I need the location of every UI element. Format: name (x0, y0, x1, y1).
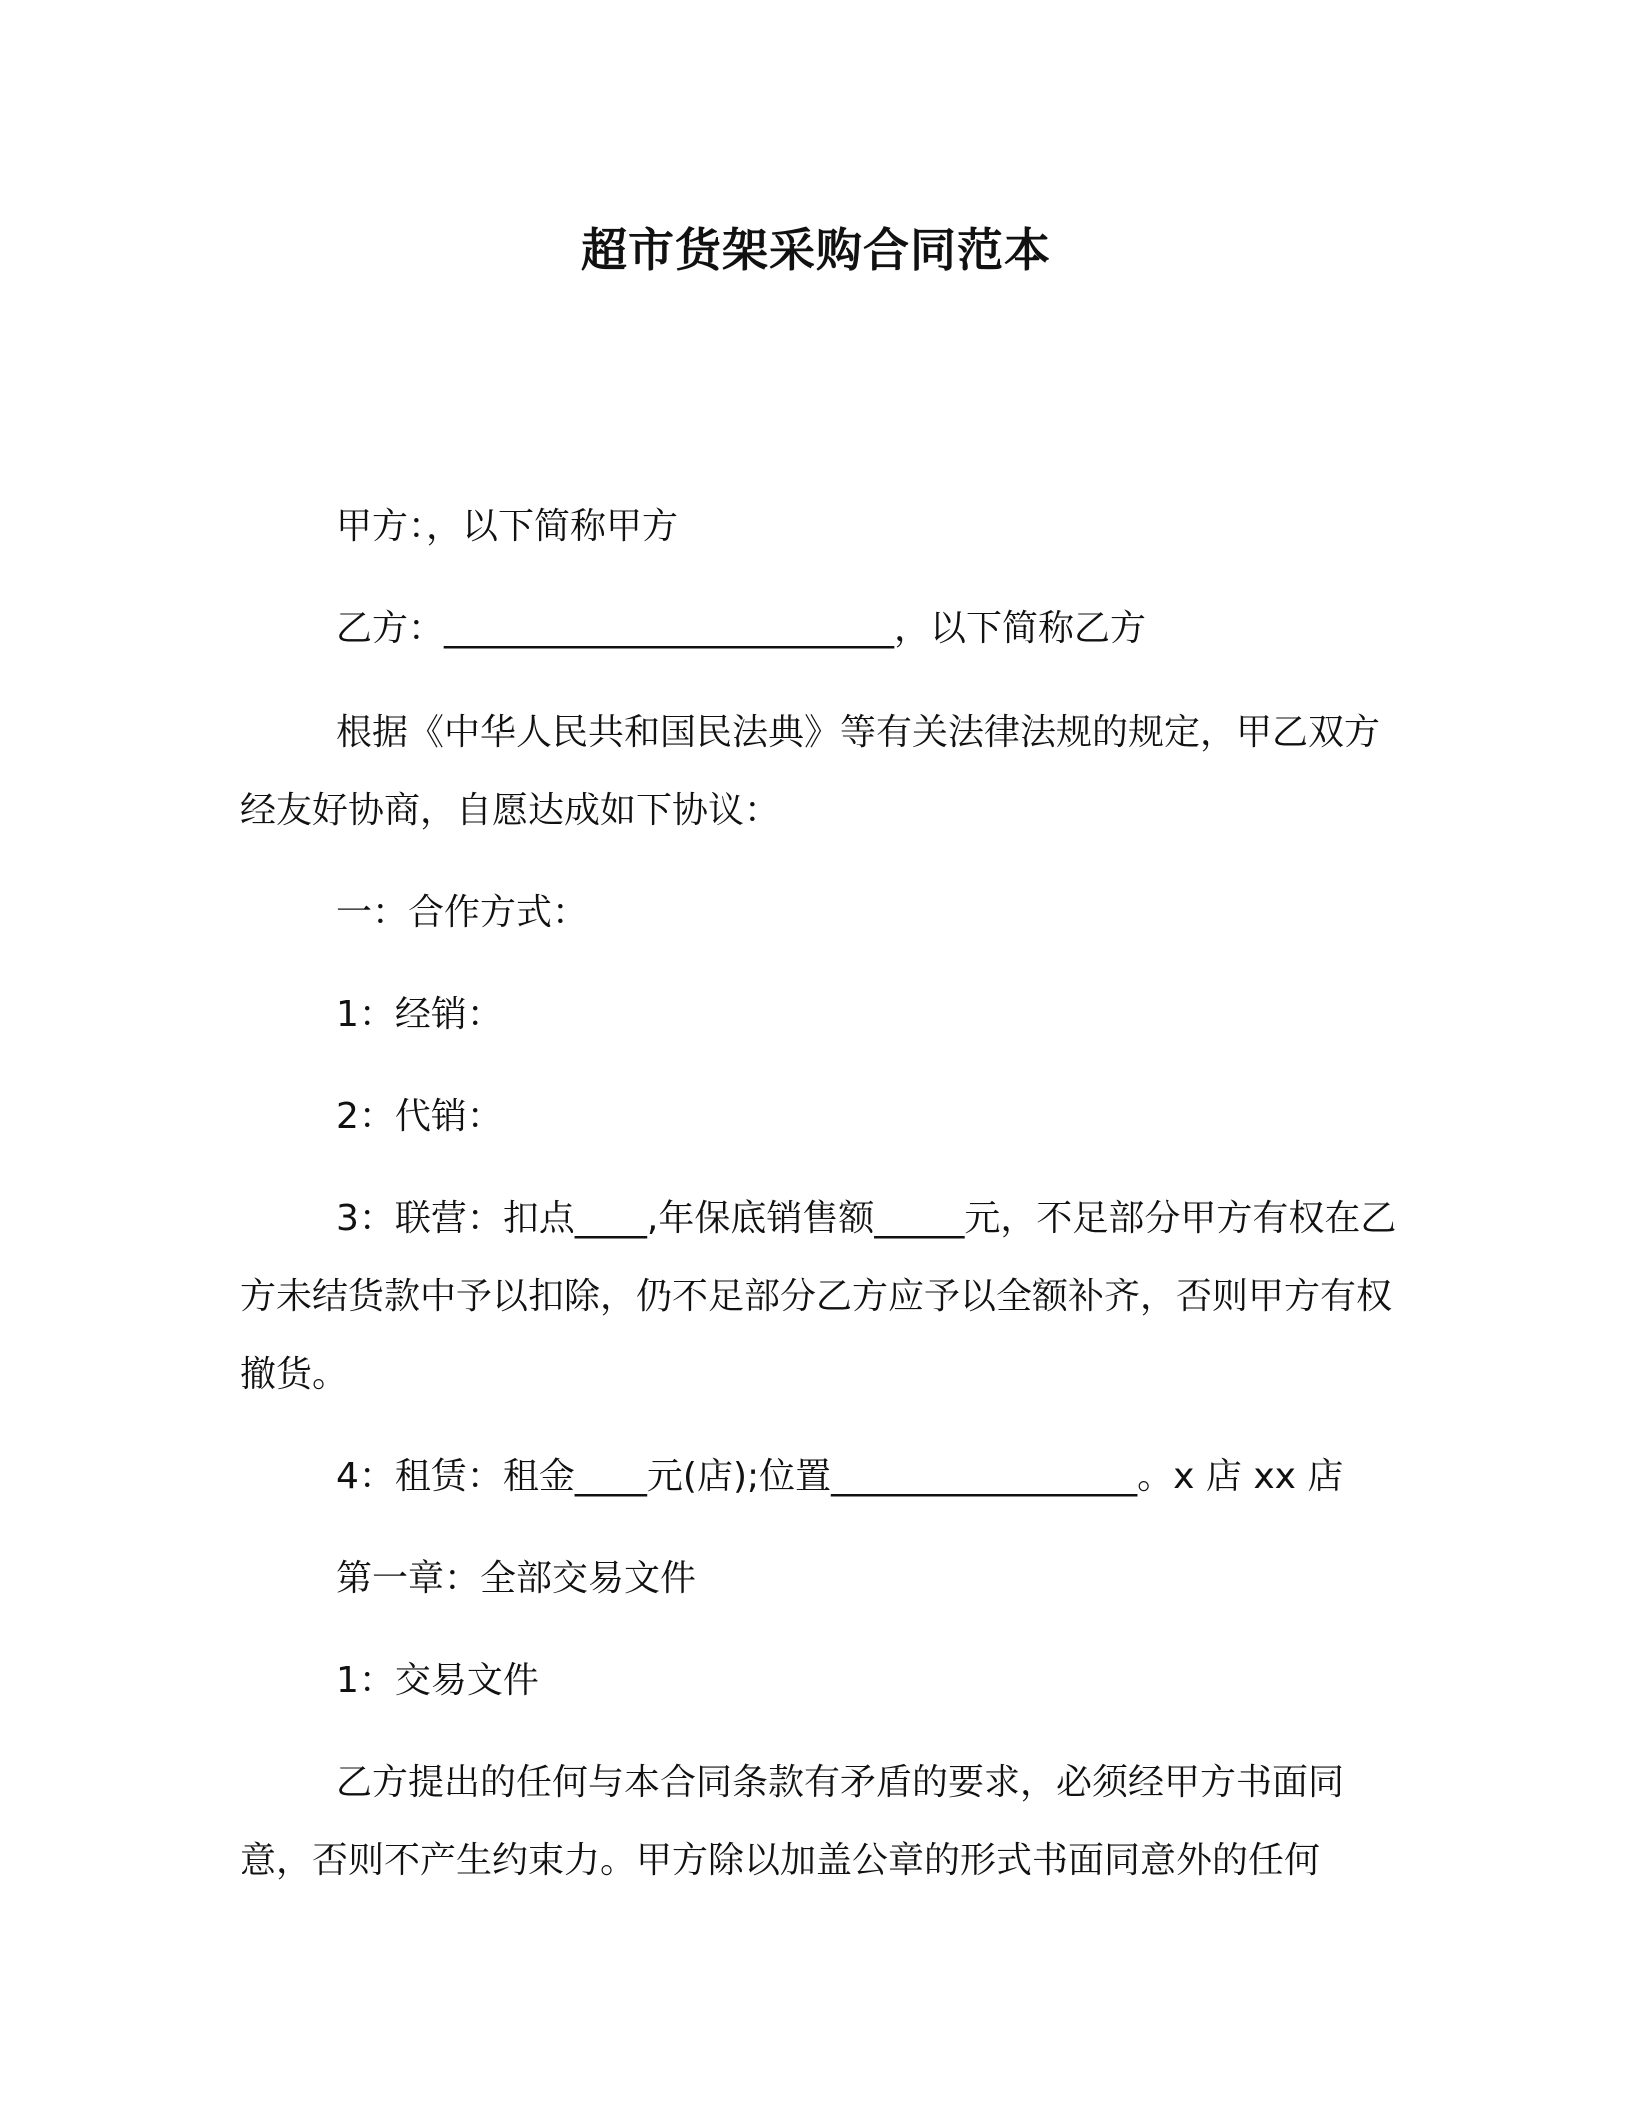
party-b-line: 乙方：_________________________，以下简称乙方 (336, 608, 1147, 649)
chapter-one-heading: 第一章：全部交易文件 (336, 1558, 697, 1599)
transaction-documents-paragraph: 乙方提出的任何与本合同条款有矛盾的要求，必须经甲方书面同意，否则不产生约束力。甲方除以加盖公章的形式书面同意外的任何 (240, 1762, 1345, 1881)
transaction-documents-heading: 1：交易文件 (336, 1660, 539, 1701)
preamble-paragraph: 根据《中华人民共和国民法典》等有关法律法规的规定，甲乙双方经友好协商，自愿达成如下协议： (240, 712, 1381, 831)
clause-distribution: 1：经销： (336, 994, 503, 1035)
section-cooperation-heading: 一：合作方式： (336, 892, 589, 933)
clause-joint-operation: 3：联营：扣点____,年保底销售额_____元，不足部分甲方有权在乙方未结货款中予以扣除，仍不足部分乙方应予以全额补齐，否则甲方有权撤货。 (240, 1198, 1397, 1395)
party-a-line: 甲方：，以下简称甲方 (336, 506, 679, 547)
document-title: 超市货架采购合同范本 (581, 223, 1051, 277)
clause-consignment: 2：代销： (336, 1096, 503, 1137)
clause-lease: 4：租赁：租金____元(店);位置_________________。x 店 xx 店 (336, 1456, 1344, 1497)
